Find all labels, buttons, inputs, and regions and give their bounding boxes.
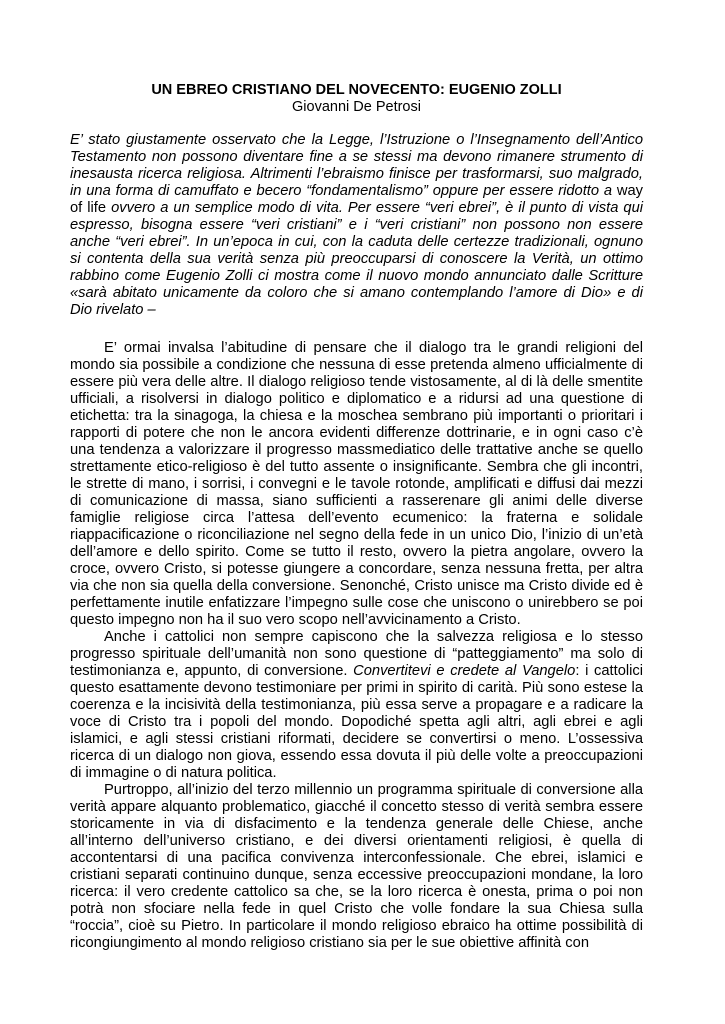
document-title: UN EBREO CRISTIANO DEL NOVECENTO: EUGENIO ZOLLI xyxy=(151,82,562,98)
paragraph-segment: Purtroppo, all’inizio del terzo millennio un programma spirituale di conversione alla verità appare alquanto problematico, giacché il concetto stesso di verità sembra essere storicamente in via di disfacimento e la tendenza generale delle Chiese, anche all’interno dell’universo cristiano, e dei diversi orientamenti religiosi, è quella di accontentarsi di una pacifica convivenza interconfessionale. Che ebrei, islamici e cristiani separati continuino dunque, senza eccessive preoccupazioni mondane, la loro ricerca: il vero credente cattolico sa che, se la loro ricerca è onesta, prima o poi non potrà non sfociare nella fede in quel Cristo che volle fondare la sua Chiesa sulla “roccia”, cioè su Pietro. In particolare il mondo religioso ebraico ha ottime possibilità di ricongiungimento al mondo religioso cristiano sia per le sue obiettive affinità con xyxy=(70,782,643,951)
paragraph-segment: Anche i cattolici non sempre capiscono che la salvezza religiosa e lo stesso progresso spirituale dell’umanità non sono questione di “patteggiamento” ma solo di testimonianza e, appunto, di conversione. xyxy=(70,629,643,679)
paragraph-segment: E’ ormai invalsa l’abitudine di pensare che il dialogo tra le grandi religioni del mondo sia possibile a condizione che nessuna di esse pretenda almeno ufficialmente di essere più vera delle altre. Il dialogo religioso tende vistosamente, al di là delle smentite ufficiali, a risolversi in dialogo politico e diplomatico e a ridursi ad una questione di etichetta: tra la sinagoga, la chiesa e la moschea sembrano più importanti o prioritari i rapporti di potere che non le ancora evidenti differenze dottrinarie, e in ogni caso c’è una tendenza a valorizzare il progresso massmediatico delle trattative anche se quello strettamente etico-religioso è del tutto assente o insignificante. Sembra che gli incontri, le strette di mano, i sorrisi, i convegni e le tavole rotonde, amplificati e diffusi dai mezzi di comunicazione di massa, siano sufficienti a rasserenare gli animi delle diverse famiglie religiose circa l’attesa dell’evento ecumenico: la fraterna e solidale riappacificazione o riconciliazione nel segno della fede in un unico Dio, l’inizio di un’età dell’amore e dello spirito. Come se tutto il resto, ovvero la pietra angolare, ovvero la croce, ovvero Cristo, si potesse giungere a concordare, senza nessuna fretta, per altra via che non sia quella della conversione. Senonché, Cristo unisce ma Cristo divide ed è perfettamente inutile enfatizzare l’impegno sulle cose che uniscono o unirebbero se poi questo impegno non ha il suo vero scopo nell’avvicinamento a Cristo. xyxy=(70,340,643,628)
document-body xyxy=(70,340,643,952)
document-author: Giovanni De Petrosi xyxy=(292,99,421,115)
body-paragraph xyxy=(70,782,643,952)
body-paragraph xyxy=(70,340,643,629)
body-paragraph xyxy=(70,629,643,782)
document-page xyxy=(70,82,643,952)
abstract-paragraph xyxy=(70,132,643,319)
abstract-segment: E’ stato giustamente osservato che la Legge, l’Istruzione o l’Insegnamento dell’Antico Testamento non possono diventare fine a se stessi ma devono rimanere strumento di inesausta ricerca religiosa. Altrimenti l’ebraismo finisce per trasformarsi, suo malgrado, in una forma di camuffato e becero “fondamentalismo” oppure per essere ridotto a xyxy=(70,132,643,199)
paragraph-segment: Convertitevi e credete al Vangelo xyxy=(353,663,576,679)
abstract-segment: ovvero a un semplice modo di vita. Per essere “veri ebrei”, è il punto di vista qui espresso, bisogna essere “veri cristiani” e i “veri cristiani” non possono non essere anche “veri ebrei”. In un’epoca in cui, con la caduta delle certezze tradizionali, ognuno si contenta della sua verità senza più preoccuparsi di conoscere la Verità, un ottimo rabbino come Eugenio Zolli ci mostra come il nuovo mondo annunciato dalle Scritture «sarà abitato unicamente da coloro che si amano contemplando l’amore di Dio» e di Dio rivelato – xyxy=(70,200,643,318)
abstract-segment: way of life xyxy=(70,183,643,216)
paragraph-segment: : i cattolici questo esattamente devono testimoniare per primi in spirito di carità. Più sono estese la coerenza e la incisività della testimonianza, più essa serve a propagare e a radicare la voce di Cristo tra i popoli del mondo. Dopodiché spetta agli altri, agli ebrei e agli islamici, e agli stessi cristiani riformati, decidere se convertirsi o meno. L’ossessiva ricerca di un dialogo non giova, essendo essa dovuta il più delle volte a preoccupazioni di immagine o di natura politica. xyxy=(70,663,643,781)
